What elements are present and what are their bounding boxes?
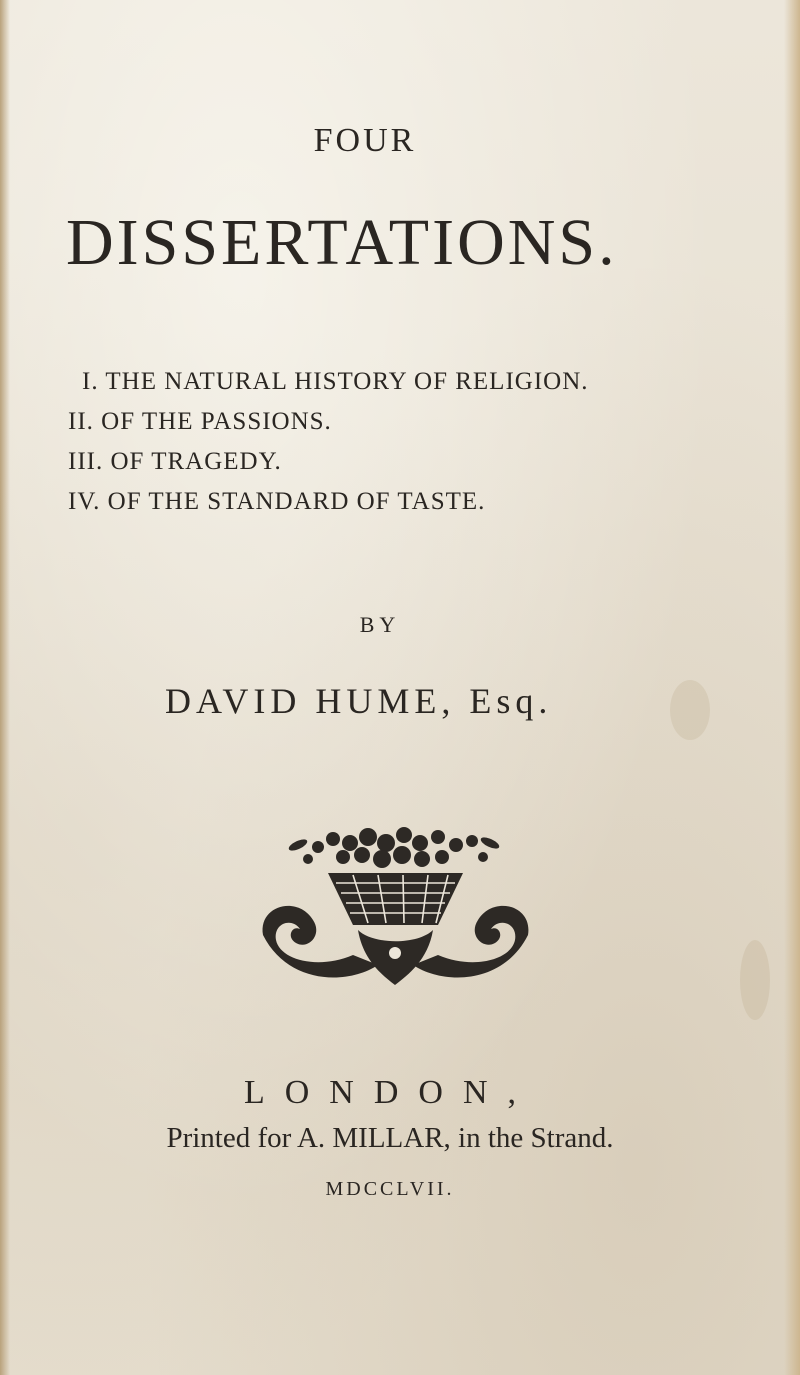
paper-stain [740, 940, 770, 1020]
imprint-year: MDCCLVII. [325, 1178, 455, 1200]
page-right-edge [784, 0, 800, 1375]
author-name: DAVID HUME, Esq. [165, 681, 553, 721]
contents-item: III. OF TRAGEDY. [68, 448, 282, 475]
contents-item: IV. OF THE STANDARD OF TASTE. [68, 488, 486, 515]
contents-list [68, 362, 589, 522]
by-line: BY [359, 612, 401, 637]
imprint-city: LONDON, [243, 1074, 537, 1111]
main-title: DISSERTATIONS. [66, 206, 618, 279]
contents-item: II. OF THE PASSIONS. [68, 408, 332, 435]
contents-item: I. THE NATURAL HISTORY OF RELIGION. [82, 368, 589, 395]
page-left-edge [0, 0, 10, 1375]
paper-stain [670, 680, 710, 740]
imprint-printer: Printed for A. MILLAR, in the Strand. [166, 1122, 614, 1154]
flower-basket-ornament-icon [258, 825, 533, 995]
pre-title: FOUR [313, 122, 417, 159]
